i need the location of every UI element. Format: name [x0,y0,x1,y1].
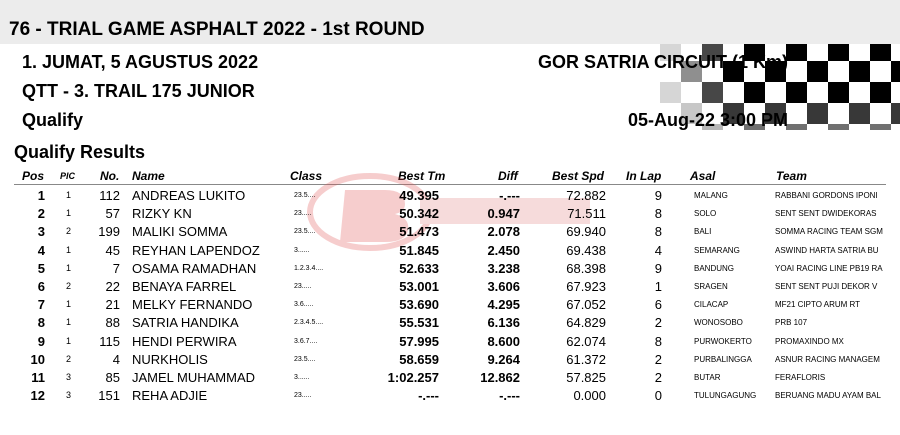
row-pic: 3 [65,390,71,401]
row-diff: 4.295 [487,297,520,313]
row-class: 23.5.... [294,228,316,236]
checker-square [702,82,723,103]
row-pic: 2 [65,281,71,291]
row-class: 1.2.3.4.... [294,264,324,272]
col-header-name: Name [132,169,165,183]
row-class: 23..... [294,283,312,290]
row-in-lap: 6 [654,297,662,313]
row-number: 45 [105,242,120,258]
race-class: QTT - 3. TRAIL 175 JUNIOR [22,81,255,101]
row-rider-name: HENDI PERWIRA [132,333,237,349]
col-header-asal: Asal [690,169,716,183]
checker-square [828,82,849,103]
table-row [0,259,900,277]
row-team: MF21 CIPTO ARUM RT [775,300,861,310]
row-position: 9 [37,333,45,349]
checker-square [807,103,828,124]
table-row [0,313,900,331]
row-best-time: 1:02.257 [387,370,439,385]
checker-square [891,103,900,124]
row-best-speed: 69.438 [566,242,606,258]
row-in-lap: 2 [654,370,662,385]
row-in-lap: 8 [654,224,662,240]
row-position: 1 [37,188,45,203]
checker-square [891,44,900,61]
row-diff: 3.238 [487,260,520,276]
col-header-no: No. [100,169,120,183]
row-pic: 2 [65,226,71,237]
row-origin: TULUNGAGUNG [694,391,757,401]
row-best-speed: 62.074 [566,333,606,349]
row-in-lap: 2 [654,351,662,367]
row-number: 7 [112,260,120,276]
row-position: 6 [37,279,45,294]
row-rider-name: MALIKI SOMMA [132,224,228,240]
row-pic: 3 [65,372,71,382]
row-team: PROMAXINDO MX [775,336,844,346]
row-best-time: 50.342 [399,206,439,222]
checker-square [870,124,891,130]
checker-square [723,82,744,103]
row-origin: MALANG [694,191,728,200]
row-diff: -.--- [499,388,520,404]
row-number: 151 [98,388,120,404]
row-diff: 8.600 [487,333,520,349]
checker-square [828,44,849,61]
row-best-speed: 57.825 [566,370,606,385]
checker-square [807,44,828,61]
row-diff: 2.078 [487,224,520,240]
row-origin: BALI [694,227,712,237]
row-origin: CILACAP [694,300,729,310]
row-origin: BUTAR [694,373,721,382]
row-origin: PURWOKERTO [694,336,752,346]
row-class: 23..... [294,392,312,400]
row-best-speed: 67.923 [566,279,606,294]
checker-square [870,44,891,61]
row-team: SOMMA RACING TEAM SGM [775,227,883,237]
col-header-pic: PIC [60,171,76,181]
checker-square [828,103,849,124]
row-pic: 1 [65,190,71,200]
row-best-time: 52.633 [399,260,439,276]
row-pic: 1 [65,208,71,219]
checker-square [828,61,849,82]
row-class: 2.3.4.5.... [294,319,324,327]
row-best-speed: 61.372 [566,351,606,367]
checker-square [849,124,870,130]
row-in-lap: 9 [654,260,662,276]
row-best-time: 51.845 [399,242,439,258]
row-best-time: 49.395 [399,188,439,203]
checker-square [786,124,807,130]
col-header-class: Class [290,169,323,183]
circuit-name: GOR SATRIA CIRCUIT (1 Km) [538,52,788,72]
row-best-time: 51.473 [399,224,439,240]
row-in-lap: 1 [654,279,662,294]
row-in-lap: 4 [654,242,662,258]
col-header-team: Team [776,169,807,183]
table-row [0,222,900,240]
row-diff: 0.947 [487,206,520,222]
row-best-speed: 68.398 [566,260,606,276]
row-team: FERAFLORIS [775,373,826,382]
row-rider-name: ANDREAS LUKITO [132,188,246,203]
checker-square [828,124,849,130]
row-pic: 1 [65,335,71,346]
row-rider-name: REYHAN LAPENDOZ [132,242,260,258]
row-best-time: 58.659 [399,351,439,367]
row-best-time: -.--- [418,388,439,404]
header-divider [14,184,886,185]
session-name: Qualify [22,110,84,130]
checker-square [786,103,807,124]
checker-square [807,61,828,82]
row-in-lap: 8 [654,206,662,222]
col-header-best-time: Best Tm [398,169,446,183]
checker-square [891,124,900,130]
row-team: ASWIND HARTA SATRIA BU [775,245,879,255]
session-datetime: 05-Aug-22 3:00 PM [627,110,788,130]
row-best-speed: 72.882 [566,188,606,203]
row-number: 57 [105,206,120,222]
row-class: 3...... [294,246,310,254]
row-diff: 6.136 [487,315,520,331]
row-pic: 1 [65,299,71,310]
row-team: PRB 107 [775,318,808,328]
row-number: 22 [105,279,120,294]
row-origin: PURBALINGGA [694,354,752,364]
checker-square [660,82,681,103]
row-origin: WONOSOBO [694,318,743,328]
row-number: 88 [105,315,120,331]
row-team: SENT SENT DWIDEKORAS [775,209,877,219]
checker-square [849,61,870,82]
checker-square [870,82,891,103]
row-class: 3...... [294,374,310,381]
col-header-diff: Diff [498,169,518,183]
row-number: 112 [99,188,120,203]
checker-square [765,82,786,103]
row-diff: -.--- [499,188,520,203]
col-header-best-speed: Best Spd [552,169,605,183]
row-pic: 1 [65,244,71,255]
row-diff: 9.264 [487,351,520,367]
row-position: 11 [31,370,45,385]
row-class: 3.6..... [294,301,314,309]
row-rider-name: BENAYA FARREL [132,279,237,294]
row-in-lap: 9 [654,188,662,203]
row-origin: SOLO [694,209,717,219]
checker-square [681,82,702,103]
row-position: 10 [30,351,45,367]
row-class: 23.5.... [294,355,316,363]
row-pic: 1 [65,262,71,273]
checker-square [786,44,807,61]
checker-square [849,44,870,61]
row-pic: 1 [65,317,71,328]
row-position: 4 [37,242,45,258]
row-best-time: 53.690 [399,297,439,313]
row-number: 21 [105,297,120,313]
row-number: 115 [99,333,120,349]
row-rider-name: JAMEL MUHAMMAD [132,370,256,385]
table-row [0,350,900,368]
checker-square [891,82,900,103]
row-rider-name: OSAMA RAMADHAN [132,260,257,276]
col-header-in-lap: In Lap [626,169,662,183]
table-row [0,241,900,259]
row-diff: 2.450 [487,242,520,258]
event-date: 1. JUMAT, 5 AGUSTUS 2022 [22,52,259,72]
table-row [0,186,900,204]
row-best-time: 53.001 [399,279,439,294]
row-class: 23..... [294,210,312,218]
checker-square [891,61,900,82]
section-title: Qualify Results [14,142,146,162]
row-best-speed: 64.829 [566,315,606,331]
row-rider-name: NURKHOLIS [132,351,208,367]
checker-square [870,103,891,124]
checker-square [807,124,828,130]
row-number: 199 [98,224,120,240]
row-team: SENT SENT PUJI DEKOR V [775,282,878,291]
row-team: ASNUR RACING MANAGEM [775,354,880,364]
row-best-time: 55.531 [399,315,439,331]
event-title: 76 - TRIAL GAME ASPHALT 2022 - 1st ROUND [9,19,425,40]
row-position: 8 [37,315,45,331]
row-rider-name: RIZKY KN [132,206,192,222]
row-position: 12 [30,388,45,404]
checker-square [807,82,828,103]
row-team: BERUANG MADU AYAM BAL [775,391,881,401]
row-diff: 12.862 [480,370,520,385]
row-rider-name: REHA ADJIE [132,388,208,404]
row-best-speed: 67.052 [566,297,606,313]
table-row [0,386,900,404]
checker-square [786,82,807,103]
row-best-speed: 0.000 [573,388,606,404]
checker-square [786,61,807,82]
row-team: RABBANI GORDONS IPONI [775,191,878,200]
row-in-lap: 8 [654,333,662,349]
row-class: 3.6.7.... [294,337,318,345]
row-pic: 2 [65,353,71,364]
row-origin: SRAGEN [694,282,728,291]
row-origin: BANDUNG [694,263,735,273]
table-row [0,368,900,386]
row-in-lap: 0 [654,388,662,404]
checker-square [744,82,765,103]
row-position: 2 [37,206,45,222]
checker-square [870,61,891,82]
table-row [0,277,900,295]
row-position: 7 [37,297,45,313]
row-origin: SEMARANG [694,245,740,255]
col-header-pos: Pos [22,169,45,183]
row-position: 5 [37,260,45,276]
row-diff: 3.606 [487,279,520,294]
checker-square [849,103,870,124]
row-rider-name: MELKY FERNANDO [132,297,253,313]
row-in-lap: 2 [654,315,662,331]
table-row [0,295,900,313]
event-title-bar [0,0,900,44]
table-row [0,204,900,222]
row-position: 3 [37,224,45,240]
row-number: 4 [112,351,120,367]
row-best-speed: 71.511 [567,206,606,222]
table-row [0,332,900,350]
checker-square [849,82,870,103]
row-rider-name: SATRIA HANDIKA [132,315,239,331]
row-best-speed: 69.940 [566,224,606,240]
row-number: 85 [105,370,120,385]
row-class: 23.5.... [294,192,316,199]
row-best-time: 57.995 [399,333,439,349]
row-team: YOAI RACING LINE PB19 RA [775,263,883,273]
